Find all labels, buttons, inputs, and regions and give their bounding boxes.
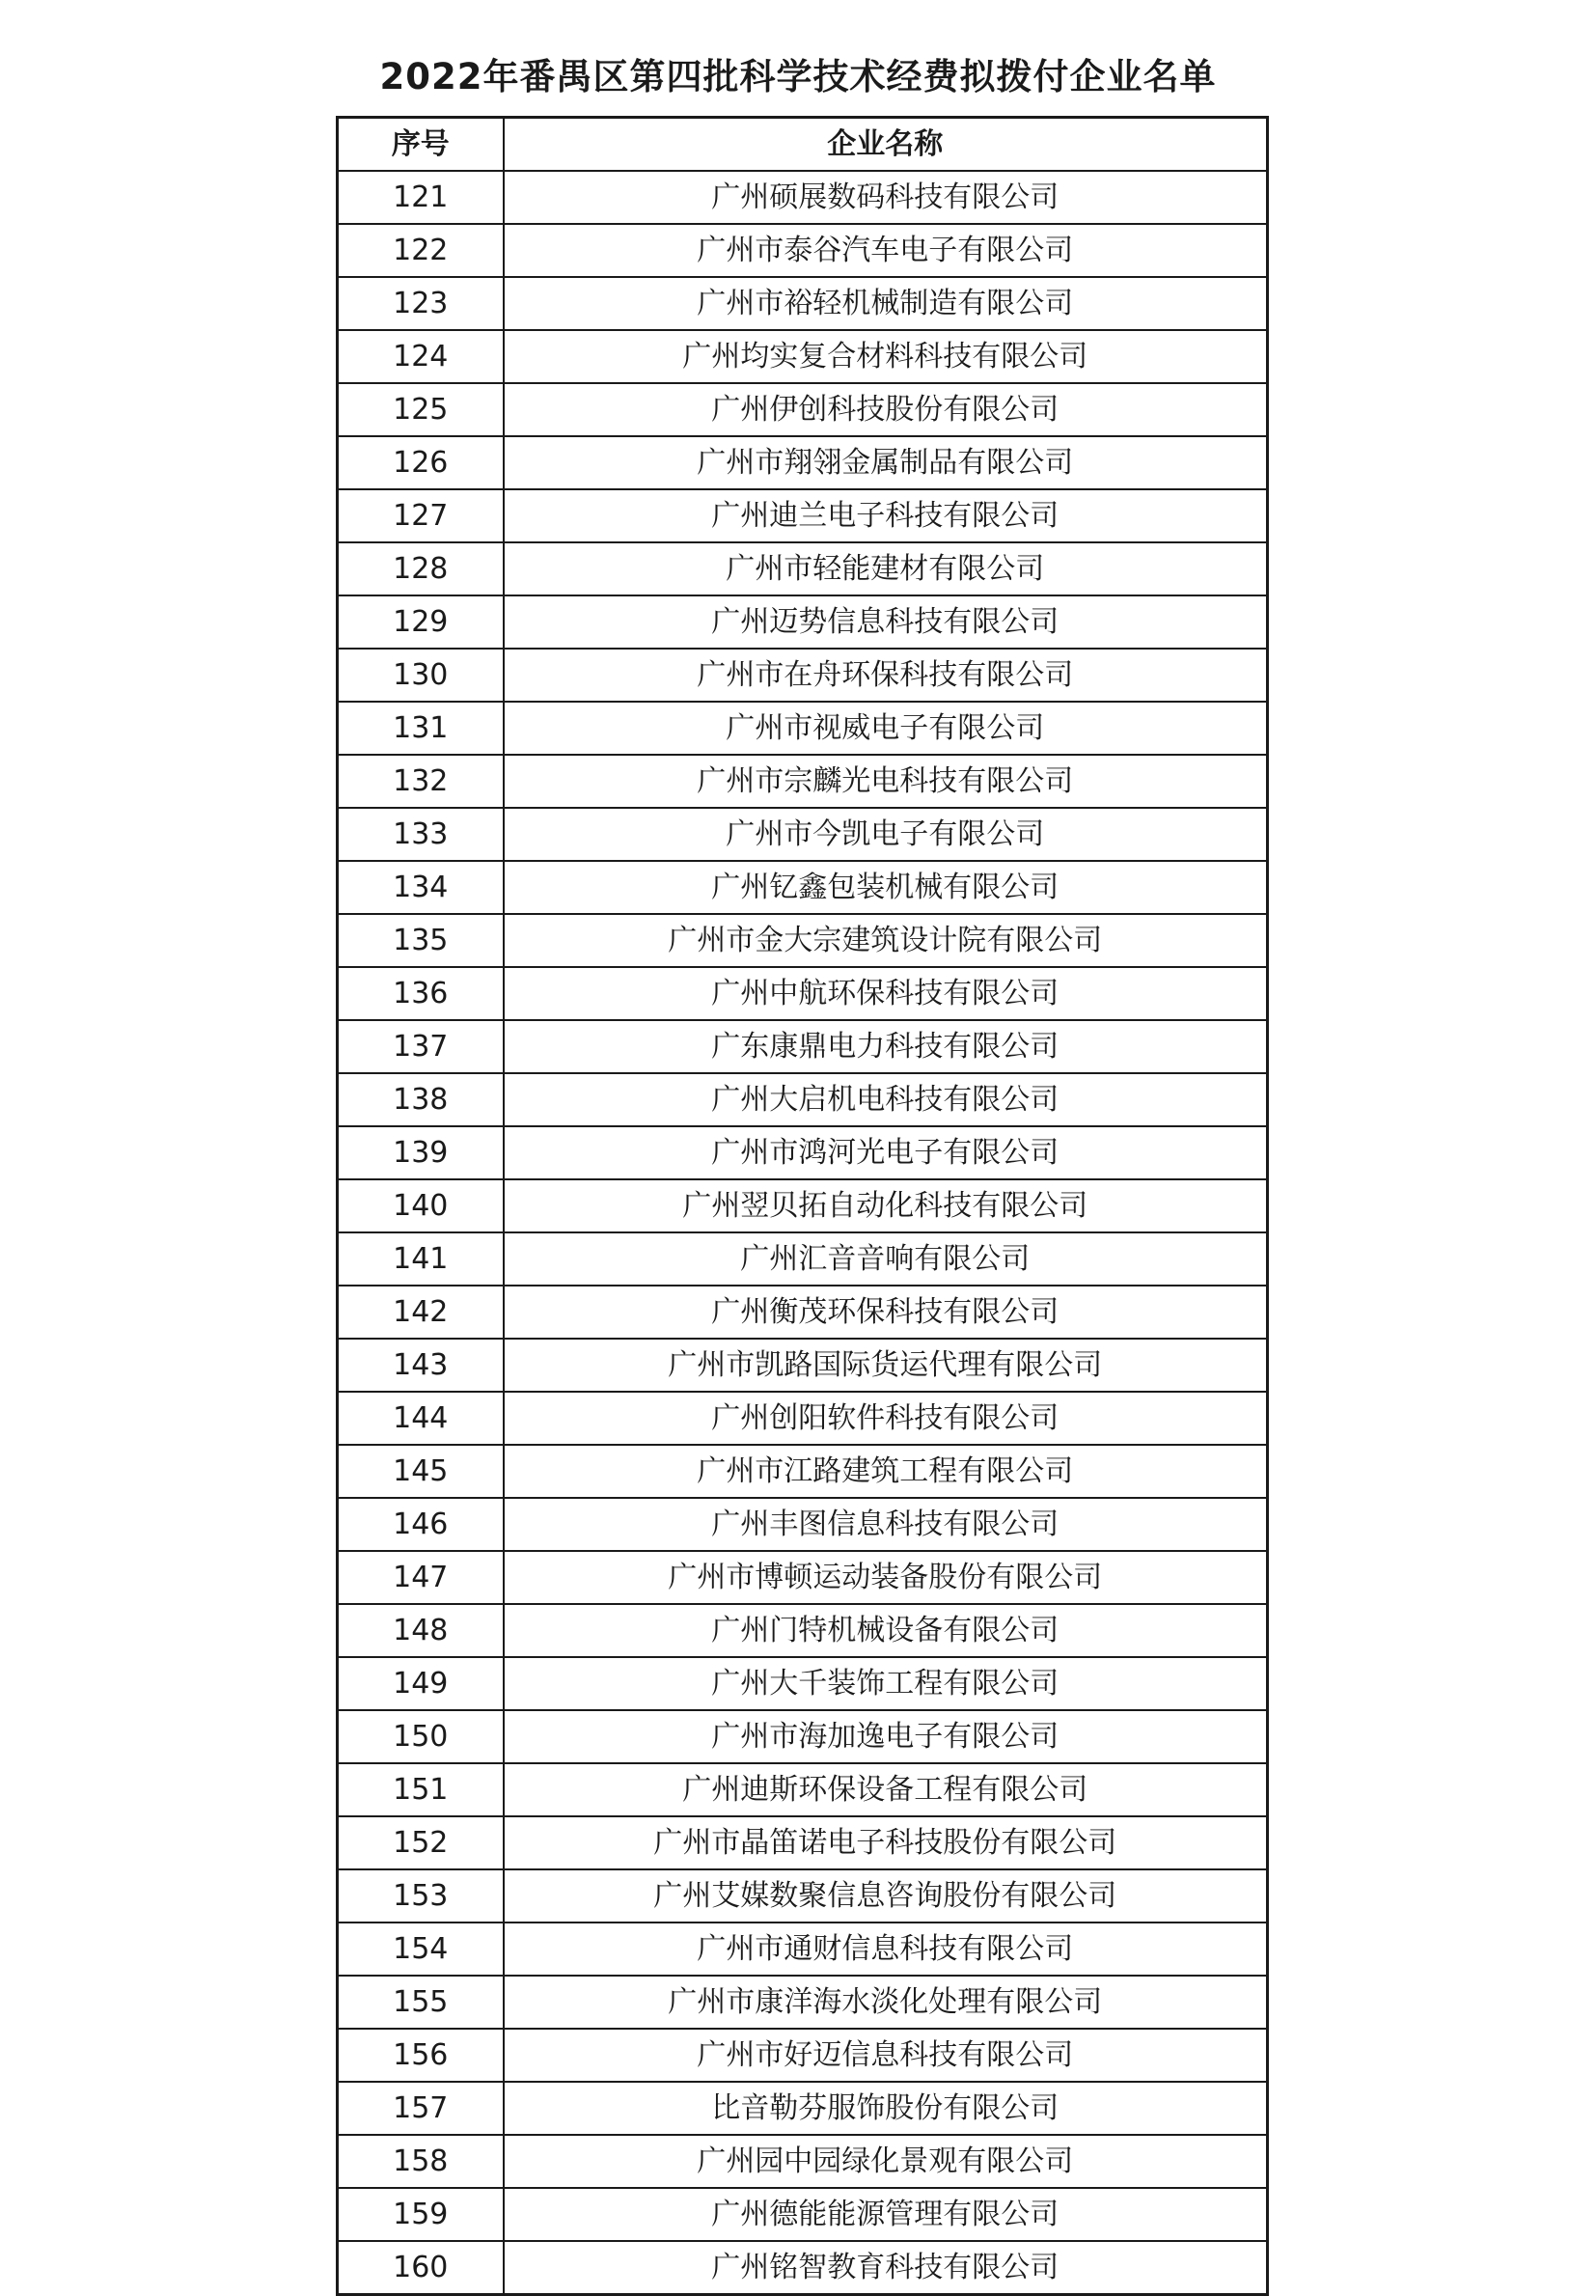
row-index: 138 xyxy=(338,1073,504,1126)
row-company-name: 广州市在舟环保科技有限公司 xyxy=(504,649,1268,702)
table-row xyxy=(338,1073,1268,1126)
row-company-name: 广州市金大宗建筑设计院有限公司 xyxy=(504,914,1268,967)
row-company-name: 广州门特机械设备有限公司 xyxy=(504,1604,1268,1657)
table-row xyxy=(338,542,1268,595)
row-company-name: 广州市康洋海水淡化处理有限公司 xyxy=(504,1976,1268,2029)
row-company-name: 广州市海加逸电子有限公司 xyxy=(504,1710,1268,1763)
row-company-name: 广州市江路建筑工程有限公司 xyxy=(504,1445,1268,1498)
row-index: 153 xyxy=(338,1869,504,1923)
row-index: 151 xyxy=(338,1763,504,1816)
row-index: 146 xyxy=(338,1498,504,1551)
row-company-name: 广州衡茂环保科技有限公司 xyxy=(504,1286,1268,1339)
row-company-name: 广州市鸿河光电子有限公司 xyxy=(504,1126,1268,1179)
row-index: 131 xyxy=(338,702,504,755)
table-row xyxy=(338,2135,1268,2188)
row-index: 156 xyxy=(338,2029,504,2082)
table-row xyxy=(338,649,1268,702)
table-row xyxy=(338,1604,1268,1657)
row-index: 130 xyxy=(338,649,504,702)
row-index: 139 xyxy=(338,1126,504,1179)
row-index: 128 xyxy=(338,542,504,595)
table-row xyxy=(338,489,1268,542)
row-index: 155 xyxy=(338,1976,504,2029)
row-index: 150 xyxy=(338,1710,504,1763)
row-company-name: 广州市凯路国际货运代理有限公司 xyxy=(504,1339,1268,1392)
row-company-name: 广州艾媒数聚信息咨询股份有限公司 xyxy=(504,1869,1268,1923)
row-company-name: 广州德能能源管理有限公司 xyxy=(504,2188,1268,2241)
table-row xyxy=(338,702,1268,755)
table-row xyxy=(338,861,1268,914)
table-row xyxy=(338,1923,1268,1976)
table-row xyxy=(338,755,1268,808)
row-company-name: 广州市泰谷汽车电子有限公司 xyxy=(504,224,1268,277)
table-row xyxy=(338,330,1268,383)
row-index: 133 xyxy=(338,808,504,861)
table-row xyxy=(338,1816,1268,1869)
row-index: 154 xyxy=(338,1923,504,1976)
row-index: 152 xyxy=(338,1816,504,1869)
row-company-name: 广州硕展数码科技有限公司 xyxy=(504,171,1268,224)
row-company-name: 广州市今凯电子有限公司 xyxy=(504,808,1268,861)
table-row xyxy=(338,1763,1268,1816)
table-row xyxy=(338,1976,1268,2029)
row-index: 125 xyxy=(338,383,504,436)
row-index: 140 xyxy=(338,1179,504,1232)
table-row xyxy=(338,1869,1268,1923)
table-row xyxy=(338,808,1268,861)
row-index: 123 xyxy=(338,277,504,330)
row-index: 142 xyxy=(338,1286,504,1339)
table-row xyxy=(338,1020,1268,1073)
row-index: 134 xyxy=(338,861,504,914)
row-index: 159 xyxy=(338,2188,504,2241)
table-row xyxy=(338,1551,1268,1604)
table-header-row xyxy=(338,118,1268,172)
row-company-name: 广州迪斯环保设备工程有限公司 xyxy=(504,1763,1268,1816)
table-row xyxy=(338,967,1268,1020)
row-company-name: 广州迪兰电子科技有限公司 xyxy=(504,489,1268,542)
row-company-name: 广州均实复合材料科技有限公司 xyxy=(504,330,1268,383)
table-row xyxy=(338,1657,1268,1710)
row-company-name: 广州丰图信息科技有限公司 xyxy=(504,1498,1268,1551)
row-index: 145 xyxy=(338,1445,504,1498)
table-row xyxy=(338,1392,1268,1445)
table-row xyxy=(338,1232,1268,1286)
table-row xyxy=(338,436,1268,489)
row-index: 136 xyxy=(338,967,504,1020)
row-index: 122 xyxy=(338,224,504,277)
row-index: 157 xyxy=(338,2082,504,2135)
row-company-name: 广州市裕轻机械制造有限公司 xyxy=(504,277,1268,330)
row-index: 147 xyxy=(338,1551,504,1604)
table-row xyxy=(338,1286,1268,1339)
row-company-name: 广州市宗麟光电科技有限公司 xyxy=(504,755,1268,808)
table-row xyxy=(338,277,1268,330)
row-company-name: 广州翌贝拓自动化科技有限公司 xyxy=(504,1179,1268,1232)
row-index: 149 xyxy=(338,1657,504,1710)
table-row xyxy=(338,2029,1268,2082)
row-company-name: 广州大千装饰工程有限公司 xyxy=(504,1657,1268,1710)
row-company-name: 广州市晶笛诺电子科技股份有限公司 xyxy=(504,1816,1268,1869)
row-index: 135 xyxy=(338,914,504,967)
row-company-name: 广州园中园绿化景观有限公司 xyxy=(504,2135,1268,2188)
row-index: 121 xyxy=(338,171,504,224)
row-company-name: 广州市通财信息科技有限公司 xyxy=(504,1923,1268,1976)
row-company-name: 广州市视威电子有限公司 xyxy=(504,702,1268,755)
row-index: 144 xyxy=(338,1392,504,1445)
table-row xyxy=(338,2241,1268,2295)
table-body xyxy=(338,171,1268,2295)
table-row xyxy=(338,1179,1268,1232)
row-index: 129 xyxy=(338,595,504,649)
row-index: 160 xyxy=(338,2241,504,2295)
table-row xyxy=(338,1126,1268,1179)
company-list-table xyxy=(336,116,1269,2296)
row-company-name: 广州市轻能建材有限公司 xyxy=(504,542,1268,595)
table-row xyxy=(338,1339,1268,1392)
table-row xyxy=(338,1445,1268,1498)
header-index: 序号 xyxy=(338,118,504,172)
table-row xyxy=(338,595,1268,649)
row-company-name: 广州中航环保科技有限公司 xyxy=(504,967,1268,1020)
row-index: 137 xyxy=(338,1020,504,1073)
row-company-name: 广州迈势信息科技有限公司 xyxy=(504,595,1268,649)
row-company-name: 广州创阳软件科技有限公司 xyxy=(504,1392,1268,1445)
row-company-name: 广州市好迈信息科技有限公司 xyxy=(504,2029,1268,2082)
table-row xyxy=(338,1498,1268,1551)
row-index: 132 xyxy=(338,755,504,808)
row-company-name: 广州钇鑫包装机械有限公司 xyxy=(504,861,1268,914)
row-company-name: 广州铭智教育科技有限公司 xyxy=(504,2241,1268,2295)
header-company-name: 企业名称 xyxy=(504,118,1268,172)
row-company-name: 广州汇音音响有限公司 xyxy=(504,1232,1268,1286)
page-title: 2022年番禺区第四批科学技术经费拟拨付企业名单 xyxy=(379,56,1217,97)
row-index: 127 xyxy=(338,489,504,542)
row-company-name: 广州大启机电科技有限公司 xyxy=(504,1073,1268,1126)
row-company-name: 广州市翔翎金属制品有限公司 xyxy=(504,436,1268,489)
row-index: 143 xyxy=(338,1339,504,1392)
row-company-name: 比音勒芬服饰股份有限公司 xyxy=(504,2082,1268,2135)
table-row xyxy=(338,2082,1268,2135)
row-index: 141 xyxy=(338,1232,504,1286)
table-row xyxy=(338,383,1268,436)
row-index: 148 xyxy=(338,1604,504,1657)
table-row xyxy=(338,171,1268,224)
row-index: 158 xyxy=(338,2135,504,2188)
row-index: 126 xyxy=(338,436,504,489)
row-company-name: 广州市博顿运动装备股份有限公司 xyxy=(504,1551,1268,1604)
row-company-name: 广州伊创科技股份有限公司 xyxy=(504,383,1268,436)
table-row xyxy=(338,1710,1268,1763)
table-row xyxy=(338,914,1268,967)
table-row xyxy=(338,224,1268,277)
row-company-name: 广东康鼎电力科技有限公司 xyxy=(504,1020,1268,1073)
table-row xyxy=(338,2188,1268,2241)
row-index: 124 xyxy=(338,330,504,383)
